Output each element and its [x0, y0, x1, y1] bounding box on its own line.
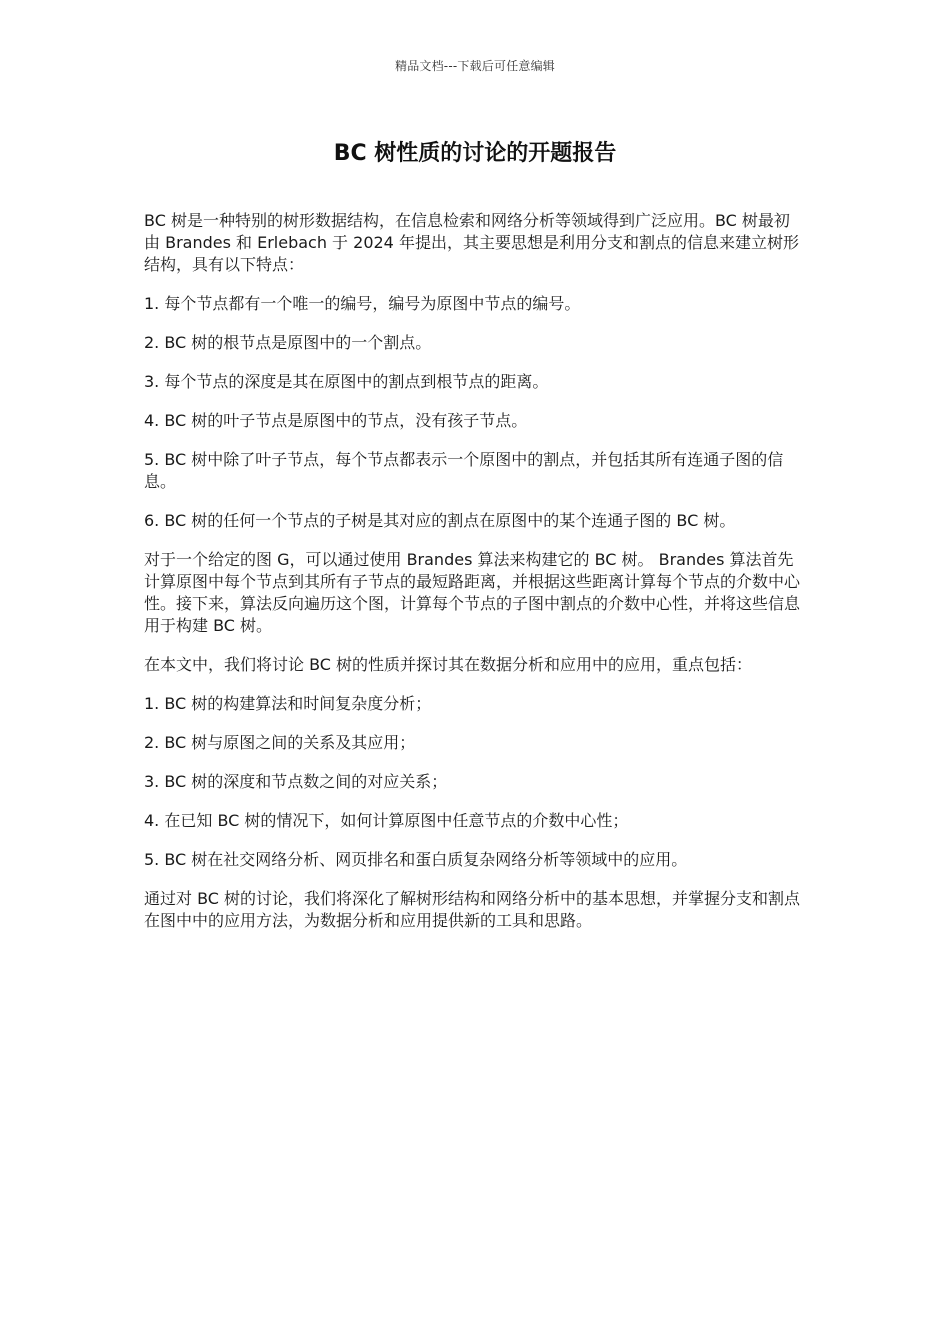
- focus-item-5: 5. BC 树在社交网络分析、网页排名和蛋白质复杂网络分析等领域中的应用。: [144, 850, 688, 869]
- conclusion-paragraph: 通过对 BC 树的讨论，我们将深化了解树形结构和网络分析中的基本思想，并掌握分支和割点在图中中的应用方法，为数据分析和应用提供新的工具和思路。: [144, 889, 801, 930]
- focus-item-3: 3. BC 树的深度和节点数之间的对应关系；: [144, 772, 448, 791]
- intro-paragraph: BC 树是一种特别的树形数据结构，在信息检索和网络分析等领域得到广泛应用。BC 树最初由 Brandes 和 Erlebach 于 2024 年提出，其主要思想是利用分支和割点的信息来建立树形结构，具有以下特点：: [144, 211, 799, 274]
- feature-item-4: 4. BC 树的叶子节点是原图中的节点，没有孩子节点。: [144, 411, 528, 430]
- document-body: [144, 210, 804, 949]
- focus-item-2: 2. BC 树与原图之间的关系及其应用；: [144, 733, 416, 752]
- feature-item-5: 5. BC 树中除了叶子节点，每个节点都表示一个原图中的割点，并包括其所有连通子图的信息。: [144, 450, 784, 491]
- feature-item-6: 6. BC 树的任何一个节点的子树是其对应的割点在原图中的某个连通子图的 BC 树。: [144, 511, 736, 530]
- feature-item-2: 2. BC 树的根节点是原图中的一个割点。: [144, 333, 432, 352]
- feature-item-3: 3. 每个节点的深度是其在原图中的割点到根节点的距离。: [144, 372, 549, 391]
- document-title: BC 树性质的讨论的开题报告: [333, 141, 617, 166]
- algorithm-paragraph: 对于一个给定的图 G，可以通过使用 Brandes 算法来构建它的 BC 树。 Brandes 算法首先计算原图中每个节点到其所有子节点的最短路距离，并根据这些距离计算每个节点的介数中心性。接下来，算法反向遍历这个图，计算每个节点的子图中割点的介数中心性，并将这些信息用于构建 BC 树。: [144, 550, 801, 635]
- focus-item-1: 1. BC 树的构建算法和时间复杂度分析；: [144, 694, 432, 713]
- feature-item-1: 1. 每个节点都有一个唯一的编号，编号为原图中节点的编号。: [144, 294, 581, 313]
- focus-intro-paragraph: 在本文中，我们将讨论 BC 树的性质并探讨其在数据分析和应用中的应用，重点包括：: [144, 655, 753, 674]
- focus-item-4: 4. 在已知 BC 树的情况下，如何计算原图中任意节点的介数中心性；: [144, 811, 629, 830]
- header-note: 精品文档---下载后可任意编辑: [395, 59, 555, 73]
